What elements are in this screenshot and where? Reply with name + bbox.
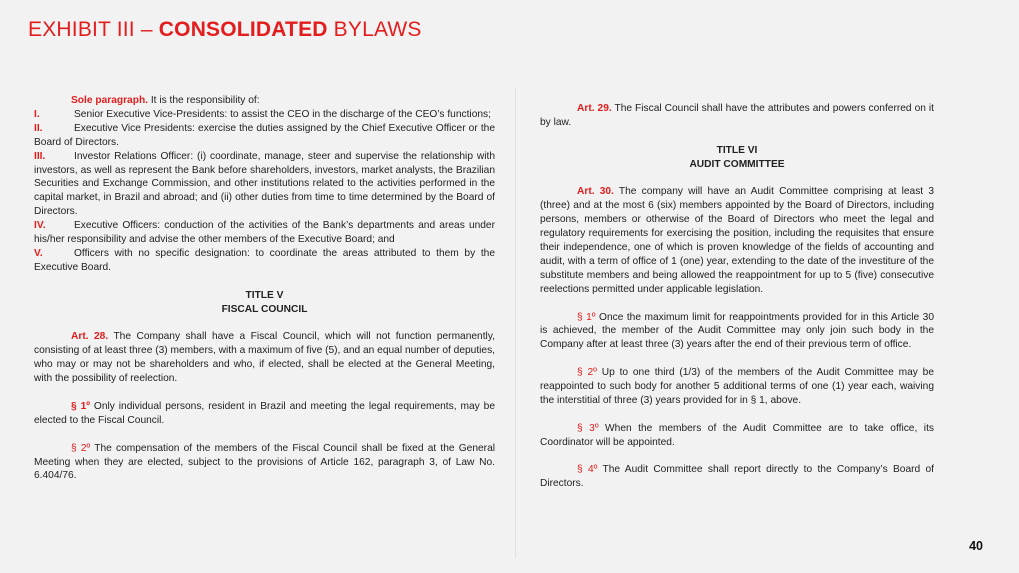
item-number: V. [34, 247, 43, 259]
article-29-text: The Fiscal Council shall have the attributes and powers conferred on it by law. [540, 103, 934, 128]
list-item [34, 150, 495, 220]
page-title [28, 18, 422, 42]
paragraph-1-label: § 1º [577, 311, 596, 323]
sole-paragraph-text: It is the responsibility of: [148, 95, 260, 106]
item-text: Senior Executive Vice-Presidents: to assist the CEO in the discharge of the CEO’s functions; [74, 108, 491, 120]
paragraph-4-text: The Audit Committee shall report directly to the Company’s Board of Directors. [540, 464, 934, 490]
paragraph-3-label: § 3º [577, 422, 599, 434]
paragraph-1-label: § 1º [71, 400, 90, 412]
article-28-text: The Company shall have a Fiscal Council, which will not function permanently, consisting of at least three (3) members, with a maximum of five (5), and an equal number of deputies, who may or may not be shareholders and who, if elected, shall be elected at the General Meeting, with the possibility of reelection. [34, 331, 495, 385]
list-item [34, 108, 495, 122]
paragraph-1-text: Once the maximum limit for reappointments provided for in this Article 30 is achieved, the member of the Audit Committee may only join such body in the Company after at least three (3) years after the end of their previous term of office. [540, 311, 935, 351]
article-29-label: Art. 29. [577, 103, 612, 114]
item-number: IV. [34, 220, 46, 232]
paragraph-2-text: Up to one third (1/3) of the members of the Audit Committee may be reappointed to such body for another 5 additional terms of one (1) year each, waiving the interstitial of three (3) years provided for in § 1, above. [540, 367, 934, 406]
paragraph-1-text: Only individual persons, resident in Brazil and meeting the legal requirements, may be elected to the Fiscal Council. [34, 400, 495, 426]
item-text: Executive Officers: conduction of the activities of the Bank’s departments and areas under his/her responsibility and advise the other members of the Executive Board; and [34, 220, 495, 246]
list-item [34, 122, 495, 150]
title-suffix: BYLAWS [327, 18, 422, 41]
paragraph-2-label: § 2º [577, 367, 597, 379]
paragraph-3-text: When the members of the Audit Committee are to take office, its Coordinator will be appointed. [540, 422, 934, 448]
item-text: Officers with no specific designation: to coordinate the areas attributed to them by the Executive Board. [34, 247, 495, 273]
item-number: III. [34, 150, 46, 162]
page-number: 40 [969, 539, 983, 553]
title-v-subheading: FISCAL COUNCIL [221, 303, 308, 315]
article-28 [34, 330, 495, 386]
paragraph-2-label: § 2º [71, 442, 91, 454]
sole-paragraph [34, 94, 495, 108]
item-number: I. [34, 108, 40, 120]
list-item [34, 219, 495, 247]
article-30 [540, 185, 934, 296]
title-bold: CONSOLIDATED [158, 18, 328, 41]
title-v-heading: TITLE V [245, 289, 284, 301]
item-text: Investor Relations Officer: (i) coordinate, manage, steer and supervise the relationship with investors, as well as represent the Bank before shareholders, investors, market analysts, the Brazilian Securities and Exchange Commission, and other institutions related to the activities performed in the capital market, in Brazil and abroad; and (ii) other duties from time to time determined by the Board of Directors. [34, 150, 495, 218]
right-column [540, 102, 934, 491]
article-30-paragraph-4 [540, 463, 934, 491]
sole-paragraph-label: Sole paragraph. [71, 95, 148, 106]
article-28-paragraph-2 [34, 442, 495, 484]
paragraph-2-text: The compensation of the members of the Fiscal Council shall be fixed at the General Meeting when they are elected, subject to the provisions of Article 162, paragraph 3, of Law No. 6.404/76. [34, 442, 495, 482]
article-30-text: The company will have an Audit Committee comprising at least 3 (three) and at the most 6 (six) members appointed by the Board of Directors, including persons, members or otherwise of the Board of Directors who meet the legal and regulatory requirements for exercising the position, including the requisites that ensure their independence, one of which is proven knowledge of the fields of accounting and audit, with a term of office of 1 (one) year, extending to the date of the investiture of the substitute members and being allowed the reappointment for up to 5 (five) consecutive reelections permitted under applicable legislation. [540, 186, 934, 295]
article-28-label: Art. 28. [71, 331, 109, 343]
title-vi-subheading: AUDIT COMMITTEE [689, 158, 785, 170]
list-item [34, 247, 495, 275]
article-30-label: Art. 30. [577, 186, 614, 198]
title-prefix: EXHIBIT III – [28, 18, 159, 41]
article-29 [540, 102, 934, 130]
left-column [34, 94, 495, 483]
article-30-paragraph-3 [540, 422, 934, 450]
paragraph-4-label: § 4º [577, 464, 598, 476]
item-number: II. [34, 122, 43, 134]
article-28-paragraph-1 [34, 400, 495, 428]
article-30-paragraph-1 [540, 311, 934, 353]
item-text: Executive Vice Presidents: exercise the duties assigned by the Chief Executive Officer or the Board of Directors. [34, 122, 495, 148]
title-vi-heading: TITLE VI [716, 144, 758, 156]
article-30-paragraph-2 [540, 366, 934, 408]
column-divider [515, 88, 516, 558]
